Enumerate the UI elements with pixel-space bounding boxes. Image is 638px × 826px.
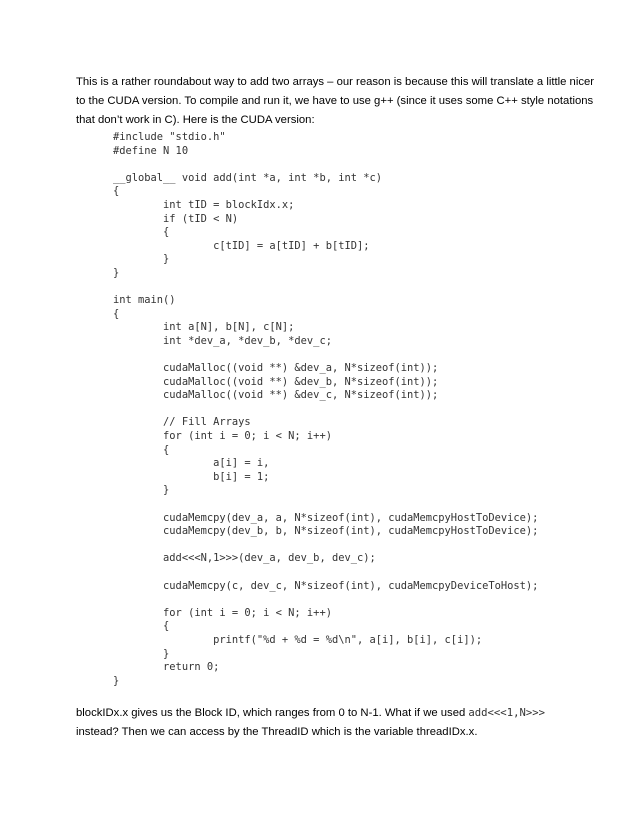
intro-line-3: that don’t work in C). Here is the CUDA version: <box>76 114 315 126</box>
code-line: __global__ void add(int *a, int *b, int *c) <box>113 171 382 184</box>
code-line: return 0; <box>113 661 220 674</box>
code-line: } <box>113 484 170 497</box>
code-line: add<<<N,1>>>(dev_a, dev_b, dev_c); <box>113 552 376 565</box>
code-line: cudaMalloc((void **) &dev_b, N*sizeof(int)); <box>113 375 439 388</box>
code-line: // Fill Arrays <box>113 416 251 429</box>
code-line: c[tID] = a[tID] + b[tID]; <box>113 239 370 252</box>
code-line: { <box>113 443 170 456</box>
code-line <box>113 566 538 580</box>
code-line: for (int i = 0; i < N; i++) <box>113 606 332 619</box>
code-line <box>113 498 538 512</box>
code-line: } <box>113 266 120 279</box>
inline-code-kernel-launch: add<<<1,N>>> <box>468 707 545 719</box>
code-line: } <box>113 253 170 266</box>
outro-line-1-text: blockIDx.x gives us the Block ID, which ranges from 0 to N-1. What if we used <box>76 707 469 719</box>
code-line: { <box>113 307 120 320</box>
code-line: b[i] = 1; <box>113 470 270 483</box>
code-line <box>113 593 538 607</box>
code-line: int *dev_a, *dev_b, *dev_c; <box>113 334 332 347</box>
intro-line-1: This is a rather roundabout way to add two arrays – our reason is because this will translate a little nicer <box>76 76 595 88</box>
outro-paragraph <box>76 704 566 742</box>
intro-line-2: to the CUDA version. To compile and run it, we have to use g++ (since it uses some C++ style notations <box>76 95 594 107</box>
code-line <box>113 158 538 172</box>
code-line: cudaMemcpy(c, dev_c, N*sizeof(int), cudaMemcpyDeviceToHost); <box>113 579 539 592</box>
code-line <box>113 349 538 363</box>
code-line: if (tID < N) <box>113 212 239 225</box>
code-line: cudaMemcpy(dev_a, a, N*sizeof(int), cudaMemcpyHostToDevice); <box>113 511 539 524</box>
code-line: int main() <box>113 294 176 307</box>
code-line: { <box>113 226 170 239</box>
cuda-code-listing <box>113 131 538 688</box>
code-line: printf("%d + %d = %d\n", a[i], b[i], c[i]); <box>113 633 483 646</box>
code-line <box>113 281 538 295</box>
code-line: int tID = blockIdx.x; <box>113 198 295 211</box>
code-line: { <box>113 620 170 633</box>
code-line: #define N 10 <box>113 144 189 157</box>
code-line: { <box>113 185 120 198</box>
intro-paragraph <box>76 73 595 130</box>
outro-line-1 <box>76 704 566 723</box>
code-line <box>113 539 538 553</box>
code-line: } <box>113 674 120 687</box>
code-line: cudaMalloc((void **) &dev_a, N*sizeof(int)); <box>113 362 439 375</box>
code-line: a[i] = i, <box>113 457 270 470</box>
outro-line-2: instead? Then we can access by the ThreadID which is the variable threadIDx.x. <box>76 726 478 738</box>
code-line: } <box>113 647 170 660</box>
code-line <box>113 403 538 417</box>
code-line: int a[N], b[N], c[N]; <box>113 321 295 334</box>
code-line: cudaMemcpy(dev_b, b, N*sizeof(int), cudaMemcpyHostToDevice); <box>113 525 539 538</box>
code-line: for (int i = 0; i < N; i++) <box>113 430 332 443</box>
code-line: cudaMalloc((void **) &dev_c, N*sizeof(int)); <box>113 389 439 402</box>
code-line: #include "stdio.h" <box>113 131 226 143</box>
